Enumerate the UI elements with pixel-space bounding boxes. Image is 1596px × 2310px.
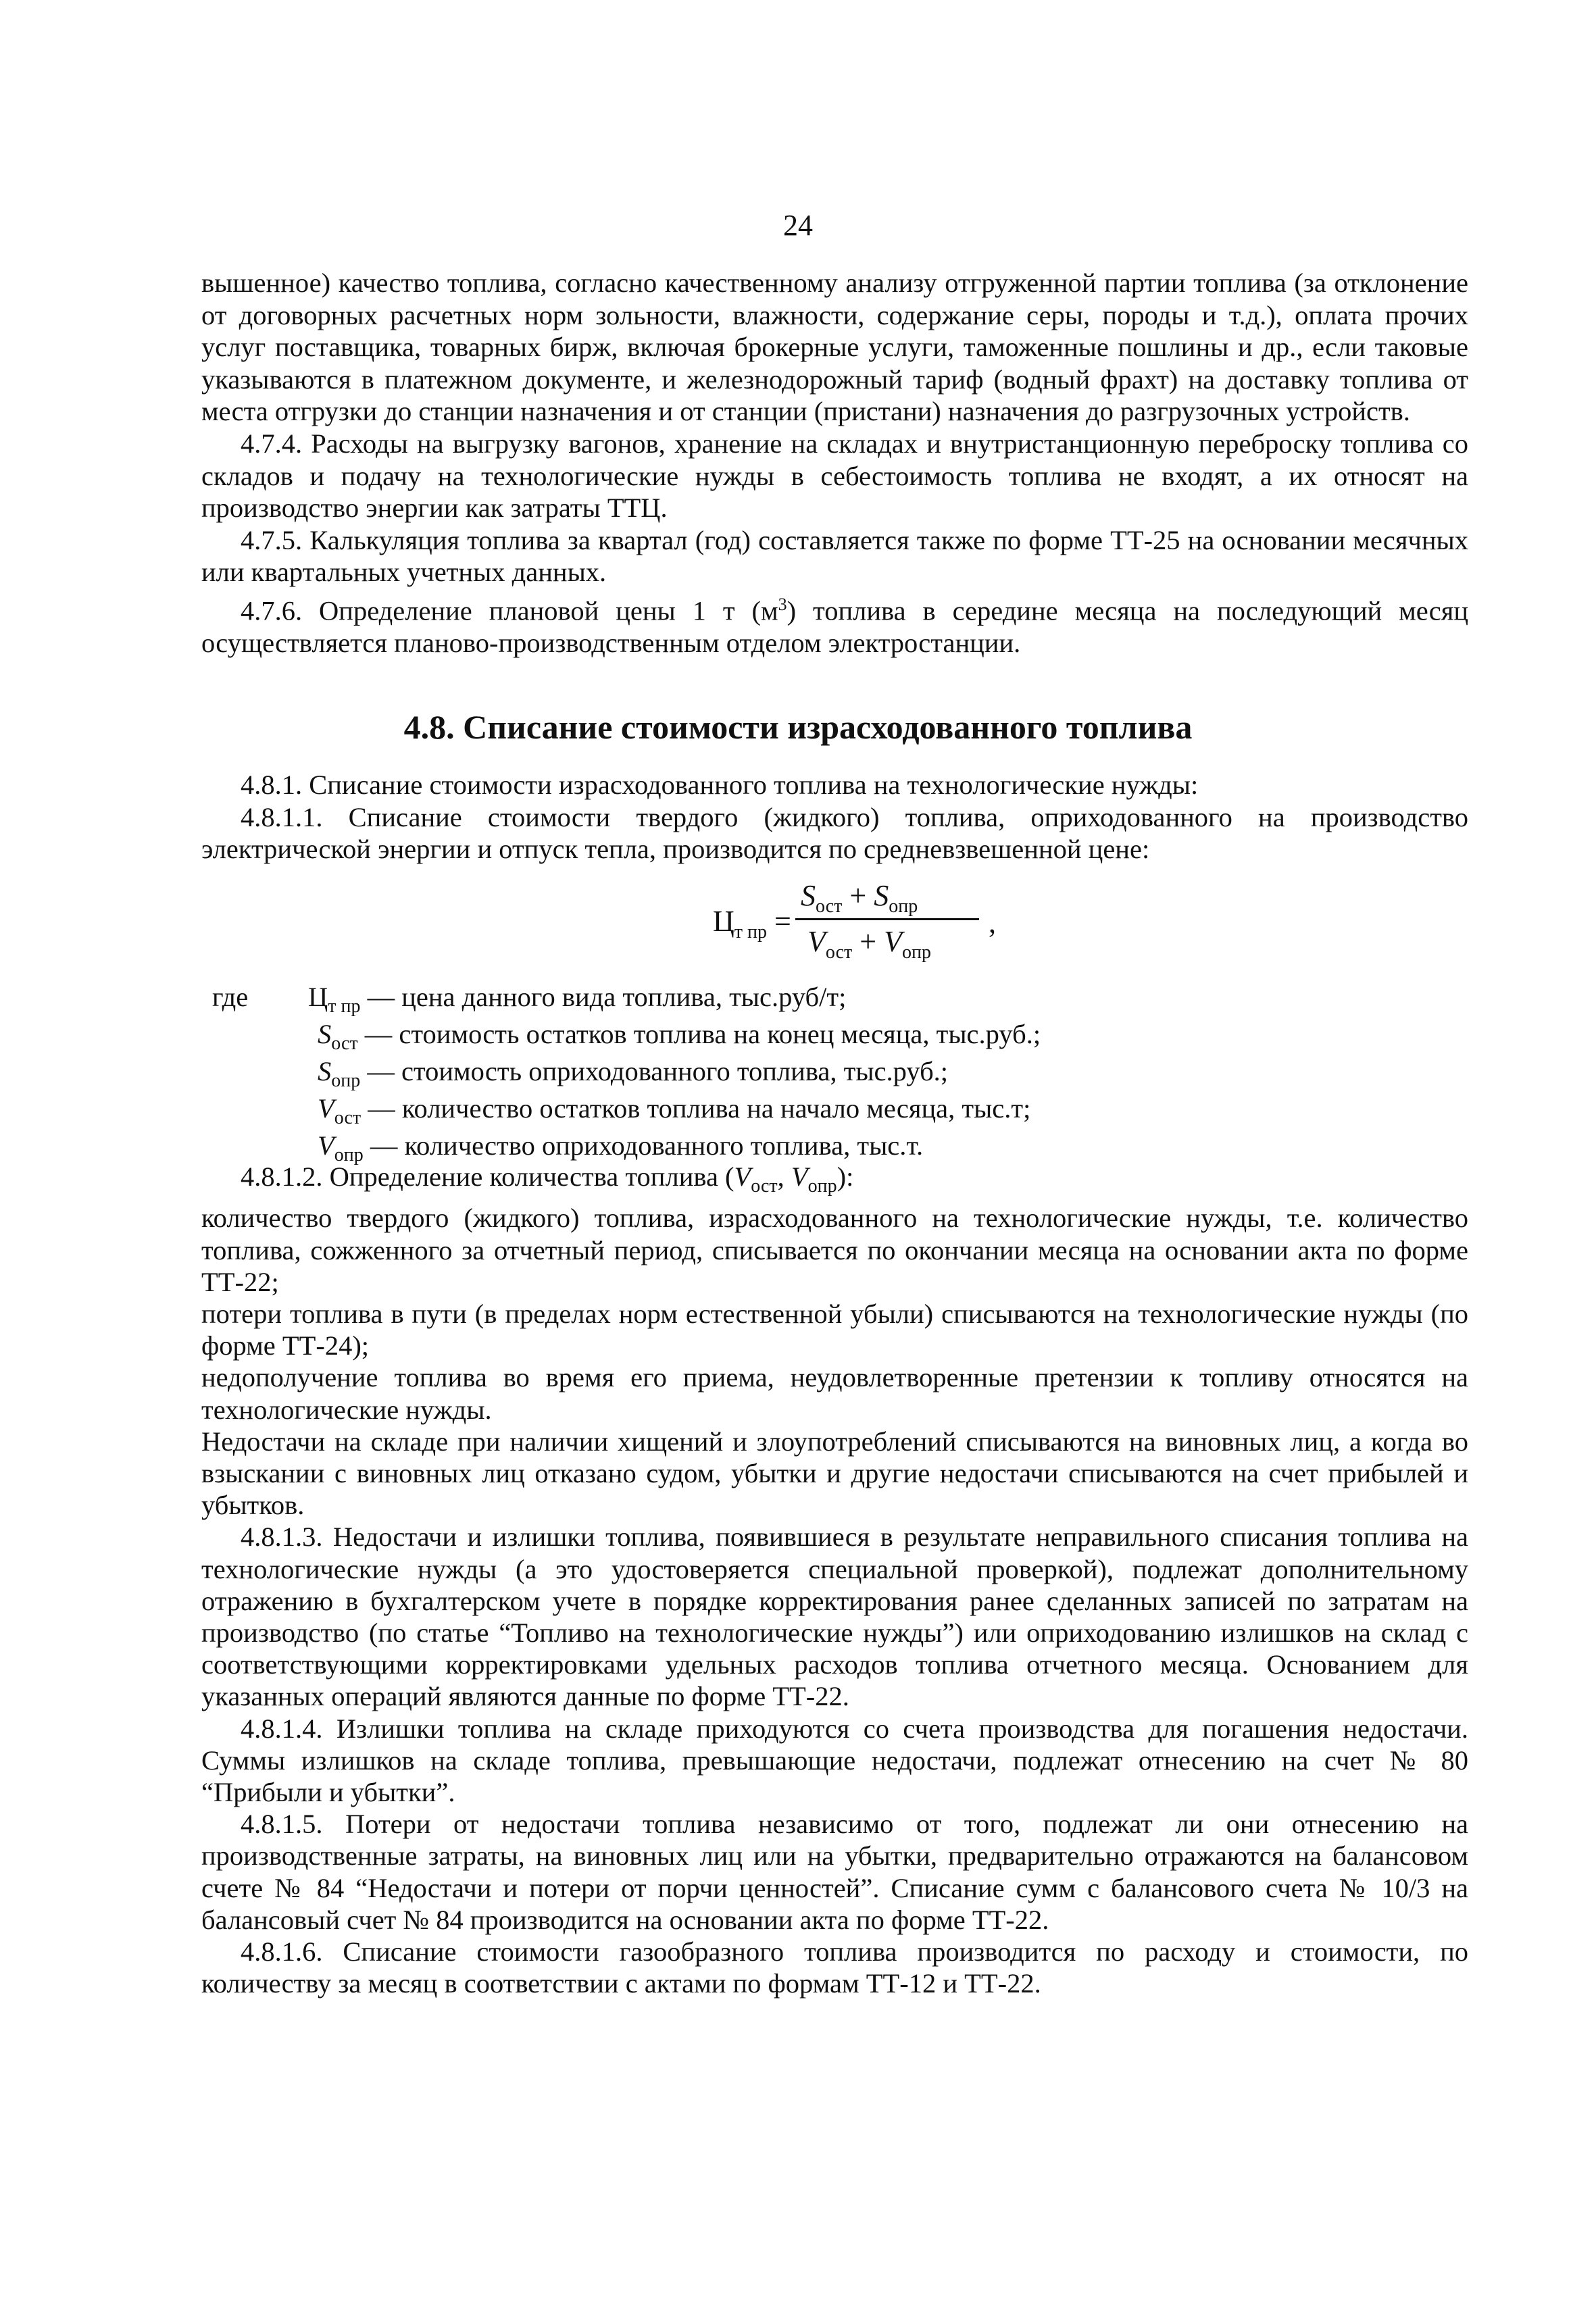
text-fragment: ):	[837, 1161, 854, 1192]
subscript: опр	[334, 1145, 364, 1166]
symbol: Ц	[713, 905, 734, 938]
symbol: V	[318, 1093, 334, 1124]
definition-row	[318, 1093, 1030, 1129]
definition-text: — количество остатков топлива на начало месяца, тыс.т;	[361, 1093, 1031, 1124]
symbol: V	[318, 1130, 334, 1161]
text-fragment: ,	[777, 1161, 791, 1192]
symbol: V	[884, 925, 902, 958]
symbol: V	[791, 1161, 808, 1192]
definition-row	[318, 1018, 1041, 1055]
subscript: ост	[334, 1107, 361, 1129]
paragraph: 4.8.1.6. Списание стоимости газообразного топлива производится по расходу и стоимости, по количеству за месяц в соответствии с актами по формам ТТ-12 и ТТ-22.	[201, 1936, 1468, 1999]
definition-text: — количество оприходованного топлива, тыс.т.	[363, 1130, 924, 1161]
page-number: 24	[783, 209, 813, 242]
paragraph: Недостачи на складе при наличии хищений и злоупотреблений списываются на виновных лиц, а когда во взыскании с виновных лиц отказано судом, убытки и другие недостачи списываются на счет прибылей и убытков.	[201, 1426, 1468, 1521]
symbol: Ц	[308, 982, 328, 1012]
definition-text: — стоимость остатков топлива на конец месяца, тыс.руб.;	[357, 1019, 1041, 1049]
paragraph-4-7-6	[201, 588, 1468, 659]
fraction-bar	[795, 918, 979, 920]
symbol: S	[874, 879, 889, 912]
definition-row	[308, 981, 846, 1018]
text-fragment: ) топлива в середине месяца на последующий месяц осуществляется планово-производственным отделом электростанции.	[201, 595, 1468, 659]
subscript: ост	[825, 941, 853, 963]
subscript: опр	[807, 1176, 837, 1197]
formula-lhs	[713, 904, 791, 943]
paragraph: 4.7.4. Расходы на выгрузку вагонов, хранение на складах и внутристанционную переброску топлива со складов и подачу на технологические нужды в себестоимость топлива не входят, а их относят на производство энергии как затраты ТТЦ.	[201, 428, 1468, 524]
section-heading: 4.8. Списание стоимости израсходованного топлива	[403, 708, 1193, 746]
definition-row	[318, 1055, 948, 1092]
section-intro	[201, 769, 1468, 865]
definition-text: — стоимость оприходованного топлива, тыс.руб.;	[360, 1056, 949, 1086]
intro-block	[201, 267, 1468, 659]
paragraph: недополучение топлива во время его приема, неудовлетворенные претензии к топливу относятся на технологические нужды.	[201, 1362, 1468, 1425]
formula-denominator	[807, 924, 931, 963]
formula-numerator	[801, 878, 918, 918]
symbol: S	[318, 1019, 332, 1049]
superscript: 3	[778, 594, 787, 614]
equals-sign: =	[774, 905, 791, 938]
symbol: V	[734, 1161, 751, 1192]
paragraph: потери топлива в пути (в пределах норм естественной убыли) списываются на технологические нужды (по форме ТТ-24);	[201, 1298, 1468, 1361]
formula-comma: ,	[989, 906, 996, 939]
subscript: т пр	[734, 921, 768, 943]
symbol: S	[318, 1056, 332, 1086]
definition-text: — цена данного вида топлива, тыс.руб/т;	[360, 982, 847, 1012]
subscript: т пр	[328, 996, 361, 1018]
plus-sign: +	[849, 879, 867, 912]
subscript: ост	[331, 1033, 358, 1055]
subscript: опр	[331, 1070, 361, 1092]
text-fragment: 4.8.1.2. Определение количества топлива (	[241, 1161, 734, 1192]
paragraph: 4.8.1.4. Излишки топлива на складе приходуются со счета производства для погашения недостачи. Суммы излишков на складе топлива, превышающие недостачи, подлежат отнесению на счет № 80 “Прибыли и убытки”.	[201, 1713, 1468, 1807]
paragraph: 4.8.1. Списание стоимости израсходованного топлива на технологические нужды:	[241, 770, 1199, 800]
paragraph: 4.8.1.5. Потери от недостачи топлива независимо от того, подлежат ли они отнесению на производственные затраты, на виновных лиц или на убытки, предварительно отражаются на балансовом счете № 84 “Недостачи и потери от порчи ценностей”. Списание сумм с балансового счета № 10/3 на балансовый счет № 84 производится на основании акта по форме ТТ-22.	[201, 1809, 1468, 1935]
where-label: где	[212, 982, 249, 1012]
paragraph: вышенное) качество топлива, согласно качественному анализу отгруженной партии топлива (за отклонение от договорных расчетных норм зольности, влажности, содержание серы, породы и т.д.), оплата прочих услуг поставщика, товарных бирж, включая брокерные услуги, таможенные пошлины и др., если таковые указываются в платежном документе, и железнодорожный тариф (водный фрахт) на доставку топлива от места отгрузки до станции назначения и от станции (пристани) назначения до разгрузочных устройств.	[201, 268, 1468, 427]
paragraph: 4.8.1.1. Списание стоимости твердого (жидкого) топлива, оприходованного на производство электрической энергии и отпуск тепла, производится по средневзвешенной цене:	[201, 801, 1468, 865]
plus-sign: +	[859, 925, 877, 958]
subscript: ост	[751, 1176, 778, 1197]
subscript: опр	[901, 941, 931, 963]
subscript: опр	[889, 895, 918, 917]
paragraph: 4.8.1.3. Недостачи и излишки топлива, появившиеся в результате неправильного списания топлива на технологические нужды (а это удостоверяется специальной проверкой), подлежат дополнительному отражению в бухгалтерском учете в порядке корректирования ранее сделанных записей по затратам на производство (по статье “Топливо на технологические нужды”) или оприходованию излишков на склад с соответствующими корректировками удельных расходов топлива отчетного месяца. Основанием для указанных операций являются данные по форме ТТ-22.	[201, 1522, 1468, 1712]
symbol: V	[807, 925, 826, 958]
paragraph-4-8-1-2	[201, 1161, 1468, 1202]
text-fragment: 4.7.6. Определение плановой цены 1 т (м	[241, 595, 778, 626]
paragraph: количество твердого (жидкого) топлива, израсходованного на технологические нужды, т.е. количество топлива, сожженного за отчетный период, списывается по окончании месяца на основании акта по форме ТТ-22;	[201, 1203, 1468, 1297]
paragraph: 4.7.5. Калькуляция топлива за квартал (год) составляется также по форме ТТ-25 на основании месячных или квартальных учетных данных.	[201, 524, 1468, 588]
symbol: S	[801, 879, 816, 912]
body-block	[201, 1161, 1468, 1999]
subscript: ост	[816, 895, 843, 917]
